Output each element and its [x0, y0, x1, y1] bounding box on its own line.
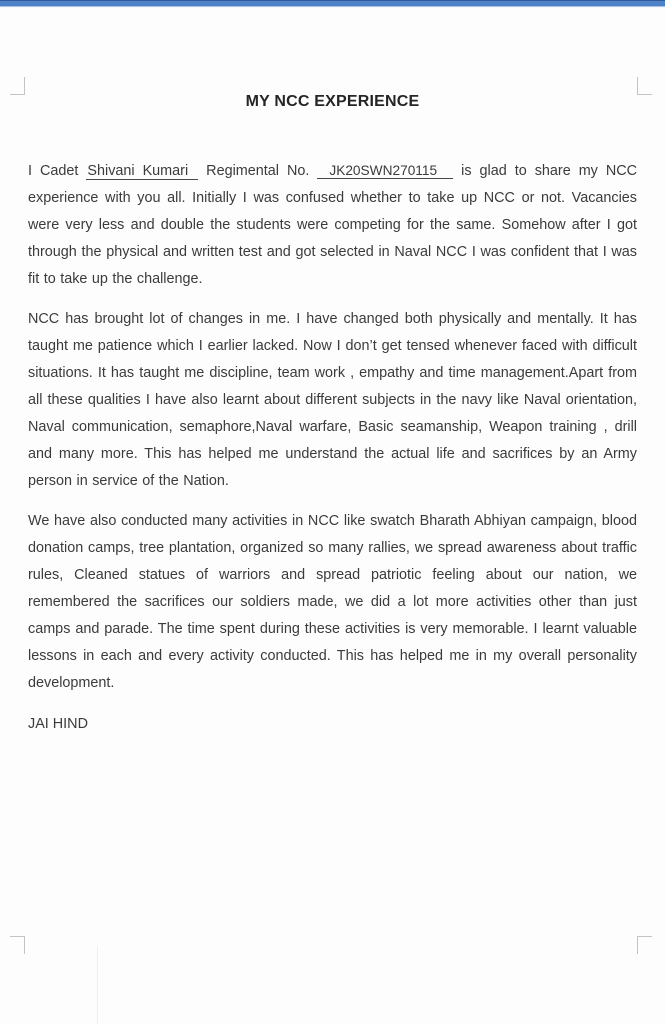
margin-mark-top-left	[10, 77, 25, 95]
intro-body-text: is glad to share my NCC experience with you all. Initially I was confused whether to take up NCC or not. Vacancies were very less and double the students were competing for the same. Somehow after I got through the physical and written test and got selected in Naval NCC I was confident that I was fit to take up the challenge.	[28, 163, 638, 287]
cadet-name: Shivani Kumari	[86, 163, 198, 180]
essay-content	[28, 0, 637, 738]
closing-salutation: JAI HIND	[28, 716, 88, 732]
page-crease-line	[97, 946, 98, 1024]
paragraph-activities: We have also conducted many activities in NCC like swatch Bharath Abhiyan campaign, blood donation camps, tree plantation, organized so many rallies, we spread awareness about traffic rules, Cleaned statues of warriors and spread patriotic feeling about our nation, we remembered the sacrifices our soldiers made, we did a lot more activities other than just camps and parade. The time spent during these activities is very memorable. I learnt valuable lessons in each and every activity conducted. This has helped me in my overall personality development.	[28, 513, 637, 691]
paragraph-changes: NCC has brought lot of changes in me. I have changed both physically and mentally. It has taught me patience which I earlier lacked. Now I don’t get tensed whenever faced with difficult situations. It has taught me discipline, team work , empathy and time management.Apart from all these qualities I have also learnt about different subjects in the navy like Naval orientation, Naval communication, semaphore,Naval warfare, Basic seamanship, Weapon training , drill and many more. This has helped me understand the actual life and sacrifices by an Army person in service of the Nation.	[28, 311, 637, 489]
paragraph-introduction	[28, 157, 637, 293]
regimental-label: Regimental No.	[206, 163, 310, 179]
intro-lead-text: I Cadet	[28, 163, 79, 179]
margin-mark-bottom-left	[10, 936, 25, 954]
margin-mark-top-right	[637, 77, 652, 95]
essay-title: MY NCC EXPERIENCE	[245, 93, 420, 110]
regimental-number: JK20SWN270115	[317, 163, 453, 179]
margin-mark-bottom-right	[637, 936, 652, 954]
